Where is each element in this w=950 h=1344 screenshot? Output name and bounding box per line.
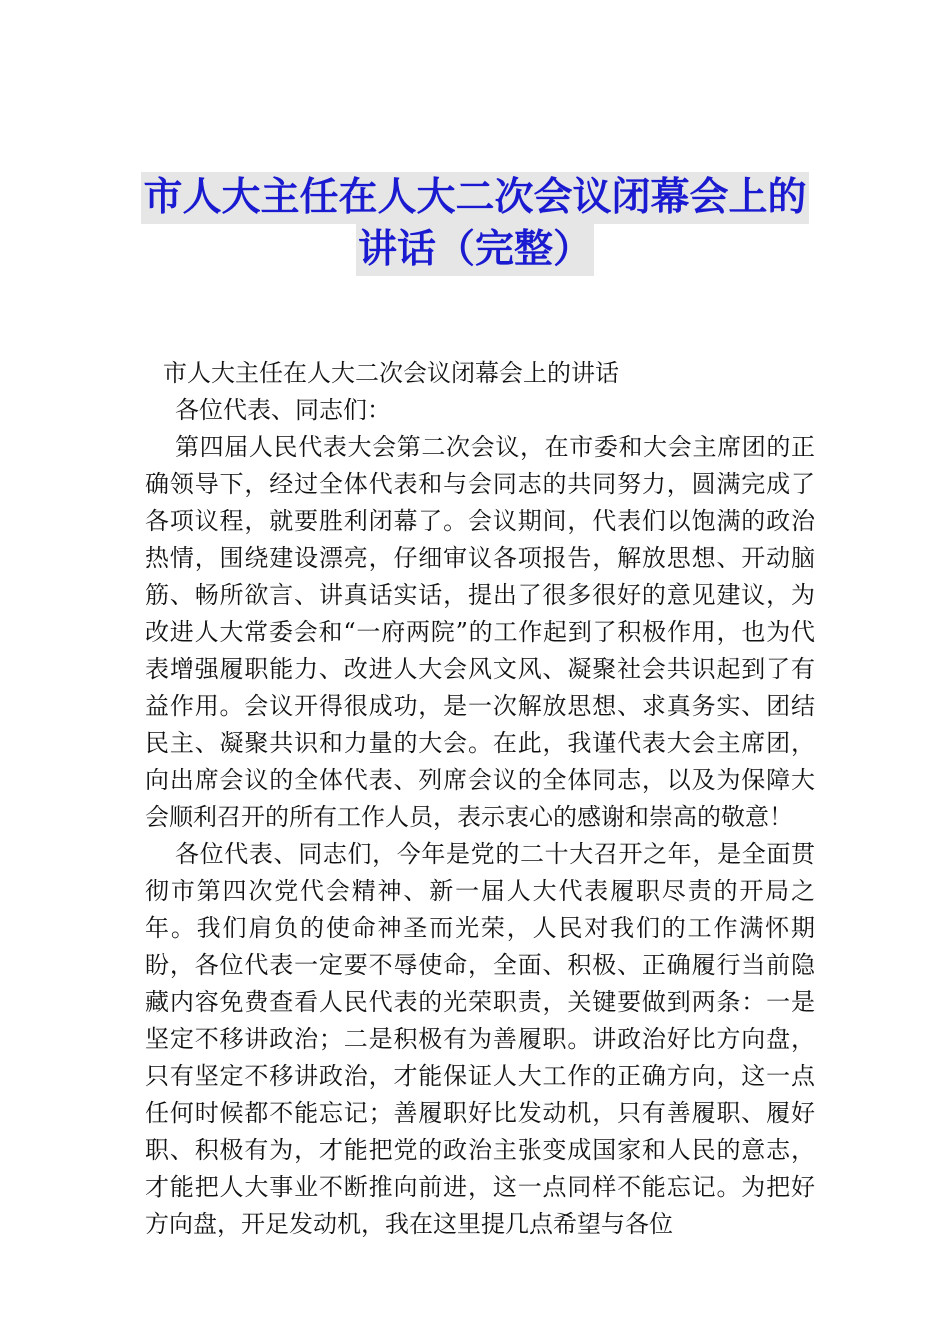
paragraph-2: 各位代表、同志们，今年是党的二十大召开之年，是全面贯彻市第四次党代会精神、新一届人大代表履职尽责的开局之年。我们肩负的使命神圣而光荣，人民对我们的工作满怀期盼，各位代表一定要不辱使命，全面、积极、正确履行当前隐藏内容免费查看人民代表的光荣职责，关键要做到两条：一是坚定不移讲政治；二是积极有为善履职。讲政治好比方向盘，只有坚定不移讲政治，才能保证人大工作的正确方向，这一点任何时候都不能忘记；善履职好比发动机，只有善履职、履好职、积极有为，才能把党的政治主张变成国家和人民的意志，才能把人大事业不断推向前进，这一点同样不能忘记。为把好方向盘，开足发动机，我在这里提几点希望与各位 [145,840,815,1238]
salutation: 各位代表、同志们： [175,396,391,424]
title-line-2: 讲话（完整） [356,224,594,276]
title-line-1: 市人大主任在人大二次会议闭幕会上的 [141,172,808,224]
document-body [145,355,815,1243]
paragraph-1: 第四届人民代表大会第二次会议，在市委和大会主席团的正确领导下，经过全体代表和与会同志的共同努力，圆满完成了各项议程，就要胜利闭幕了。会议期间，代表们以饱满的政治热情，围绕建设漂亮，仔细审议各项报告，解放思想、开动脑筋、畅所欲言、讲真话实话，提出了很多很好的意见建议，为改进人大常委会和“一府两院”的工作起到了积极作用，也为代表增强履职能力、改进人大会风文风、凝聚社会共识起到了有益作用。会议开得很成功，是一次解放思想、求真务实、团结民主、凝聚共识和力量的大会。在此，我谨代表大会主席团，向出席会议的全体代表、列席会议的全体同志，以及为保障大会顺利召开的所有工作人员，表示衷心的感谢和崇高的敬意！ [145,433,815,831]
document-title [0,172,950,276]
speech-subtitle: 市人大主任在人大二次会议闭幕会上的讲话 [163,359,619,387]
